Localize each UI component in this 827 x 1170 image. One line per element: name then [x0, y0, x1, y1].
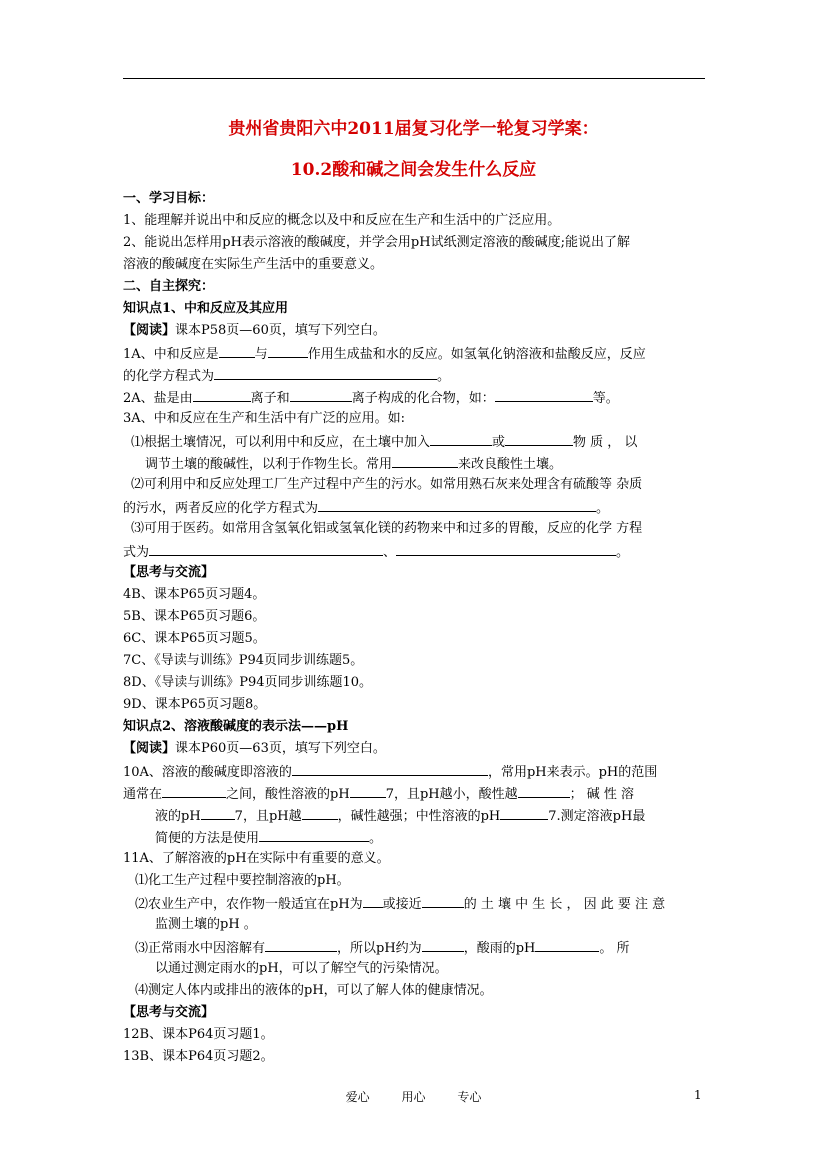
question-3-1-line1: ⑴根据土壤情况，可以利用中和反应，在土壤中加入 或 物 质 ， 以 — [131, 432, 637, 452]
think-discuss-2: 【思考与交流】 — [123, 1005, 215, 1020]
exercise-4: 4B、课本P65页习题4。 — [123, 587, 266, 602]
footer-word: 专心 — [457, 1090, 482, 1104]
exercise-5: 5B、课本P65页习题6。 — [123, 609, 266, 624]
header-rule — [123, 78, 705, 79]
question-10-line3: 液的pH 7，且pH越 ，碱性越强；中性溶液的pH 7.测定溶液pH最 — [155, 806, 645, 826]
question-10-line2: 通常在 之间，酸性溶液的pH 7，且pH越小，酸性越 ； 碱 性 溶 — [123, 784, 634, 804]
exercise-8: 8D、《导读与训练》P94页同步训练题10。 — [123, 675, 373, 690]
question-10-line1: 10A、溶液的酸碱度即溶液的 ，常用pH来表示。pH的范围 — [123, 762, 657, 782]
reading-2: 【阅读】课本P60页—63页，填写下列空白。 — [123, 741, 386, 756]
question-11-2-line1: ⑵农业生产中，农作物一般适宜在pH为 或接近 的 土 壤 中 生 长 ， 因 此 要 注 意 — [135, 894, 665, 914]
knowledge-point-1: 知识点1、中和反应及其应用 — [123, 301, 289, 316]
exercise-9: 9D、课本P65页习题8。 — [123, 697, 267, 712]
document-subtitle: 10.2酸和碱之间会发生什么反应 — [290, 160, 537, 180]
question-3-3-line1: ⑶可用于医药。如常用含氢氧化铝或氢氧化镁的药物来中和过多的胃酸，反应的化学 方程 — [131, 521, 643, 536]
question-1-line2: 的化学方程式为 。 — [123, 366, 450, 386]
document-title: 贵州省贵阳六中2011届复习化学一轮复习学案： — [228, 119, 599, 139]
question-3-3-line2: 式为 、 。 — [123, 542, 629, 562]
footer-word: 用心 — [401, 1090, 426, 1104]
question-2: 2A、盐是由 离子和 离子构成的化合物，如： 等。 — [123, 388, 619, 408]
question-3-2-line2: 的污水，两者反应的化学方程式为 。 — [123, 498, 609, 518]
footer-word: 爱心 — [345, 1090, 370, 1104]
question-3: 3A、中和反应在生产和生活中有广泛的应用。如: — [123, 411, 406, 426]
question-11-3-line2: 以通过测定雨水的pH，可以了解空气的污染情况。 — [155, 961, 448, 976]
section-heading-explore: 二、自主探究： — [123, 279, 215, 294]
goal-2-line1: 2、能说出怎样用pH表示溶液的酸碱度，并学会用pH试纸测定溶液的酸碱度;能说出了解 — [123, 235, 630, 250]
question-11-1: ⑴化工生产过程中要控制溶液的pH。 — [135, 873, 350, 888]
question-3-1-line2: 调节土壤的酸碱性，以利于作物生长。常用 来改良酸性土壤。 — [145, 454, 562, 474]
exercise-6: 6C、课本P65页习题5。 — [123, 631, 266, 646]
reading-1: 【阅读】课本P58页—60页，填写下列空白。 — [123, 323, 386, 338]
question-11-2-line2: 监测土壤的pH 。 — [155, 917, 257, 932]
goal-1: 1、能理解并说出中和反应的概念以及中和反应在生产和生活中的广泛应用。 — [123, 213, 561, 228]
question-11-3-line1: ⑶正常雨水中因溶解有 ，所以pH约为 ，酸雨的pH 。 所 — [135, 938, 630, 958]
knowledge-point-2: 知识点2、溶液酸碱度的表示法——pH — [123, 719, 349, 734]
question-10-line4: 简便的方法是使用 。 — [155, 828, 382, 848]
exercise-12: 12B、课本P64页习题1。 — [123, 1027, 274, 1042]
goal-2-line2: 溶液的酸碱度在实际生产生活中的重要意义。 — [123, 257, 384, 272]
question-11: 11A、了解溶液的pH在实际中有重要的意义。 — [123, 851, 390, 866]
page-number: 1 — [694, 1088, 702, 1102]
exercise-13: 13B、课本P64页习题2。 — [123, 1049, 274, 1064]
page-footer — [0, 1088, 827, 1105]
exercise-7: 7C、《导读与训练》P94页同步训练题5。 — [123, 653, 364, 668]
question-3-2-line1: ⑵可利用中和反应处理工厂生产过程中产生的污水。如常用熟石灰来处理含有硫酸等 杂质 — [131, 477, 643, 492]
question-1-line1: 1A、中和反应是 与 作用生成盐和水的反应。如氢氧化钠溶液和盐酸反应，反应 — [123, 344, 646, 364]
question-11-4: ⑷测定人体内或排出的液体的pH，可以了解人体的健康情况。 — [135, 983, 493, 998]
section-heading-goals: 一、学习目标： — [123, 191, 215, 206]
think-discuss-1: 【思考与交流】 — [123, 565, 215, 580]
